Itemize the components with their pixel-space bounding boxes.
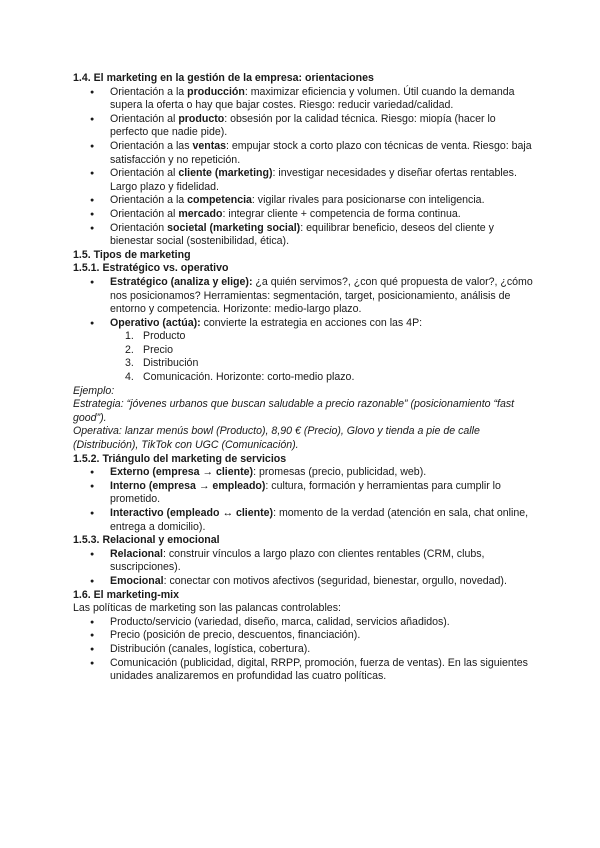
- marketing-mix-list: [73, 616, 533, 684]
- list-item: ● Precio (posición de precio, descuentos, financiación).: [73, 629, 533, 643]
- list-item: ● Orientación a las ventas: empujar stock a corto plazo con técnicas de venta. Riesgo: baja satisfacción y no repetición.: [73, 140, 533, 167]
- list-item: ● Interno (empresa → empleado): cultura, formación y herramientas para cumplir lo prometido.: [73, 480, 533, 507]
- document-page: [73, 72, 533, 684]
- section-1-4-title: 1.4. El marketing en la gestión de la empresa: orientaciones: [73, 72, 374, 84]
- list-item: ● Orientación a la competencia: vigilar rivales para posicionarse con inteligencia.: [73, 194, 533, 208]
- example-operative: Operativa: lanzar menús bowl (Producto), 8,90 € (Precio), Glovo y tienda a pie de calle (Distribución), TikTok con UGC (Comunicación).: [73, 425, 480, 452]
- example-strategy: Estrategia: “jóvenes urbanos que buscan saludable a precio razonable” (posicionamiento “fast good”).: [73, 398, 515, 424]
- list-item: ● Emocional: conectar con motivos afectivos (seguridad, bienestar, orgullo, novedad).: [73, 575, 533, 589]
- four-p-list: [73, 330, 533, 384]
- numbered-item: 1. Producto: [125, 330, 186, 343]
- list-item: ● Estratégico (analiza y elige): ¿a quién servimos?, ¿con qué propuesta de valor?, ¿cómo nos posicionamos? Herramientas: segmentación, target, posicionamiento, análisis de entorno y competencia. Horizonte: medio-largo plazo.: [73, 276, 533, 317]
- list-item: ● Interactivo (empleado ↔ cliente): momento de la verdad (atención en sala, chat online, entrega a domicilio).: [73, 507, 533, 534]
- list-item: ● Distribución (canales, logística, cobertura).: [73, 643, 533, 657]
- numbered-item: 3. Distribución: [125, 357, 199, 370]
- numbered-item: 4. Comunicación. Horizonte: corto-medio plazo.: [125, 371, 355, 384]
- section-1-5-1-title: 1.5.1. Estratégico vs. operativo: [73, 262, 229, 275]
- list-item: ● Orientación al mercado: integrar cliente + competencia de forma continua.: [73, 208, 533, 222]
- section-1-6-title: 1.6. El marketing-mix: [73, 588, 179, 601]
- relational-emotional-list: [73, 548, 533, 589]
- list-item: ● Externo (empresa → cliente): promesas (precio, publicidad, web).: [73, 466, 533, 480]
- strategic-operative-list: [73, 276, 533, 330]
- list-item: ● Orientación a la producción: maximizar eficiencia y volumen. Útil cuando la demanda supera la oferta o hay que bajar costes. Riesgo: reducir variedad/calidad.: [73, 86, 533, 113]
- list-item: ● Orientación al cliente (marketing): investigar necesidades y diseñar ofertas rentables. Largo plazo y fidelidad.: [73, 167, 533, 194]
- list-item: ● Operativo (actúa): convierte la estrategia en acciones con las 4P:: [73, 317, 533, 331]
- list-item: ● Orientación societal (marketing social): equilibrar beneficio, deseos del cliente y bienestar social (sostenibilidad, ética).: [73, 222, 533, 249]
- list-item: ● Producto/servicio (variedad, diseño, marca, calidad, servicios añadidos).: [73, 616, 533, 630]
- section-1-5-3-title: 1.5.3. Relacional y emocional: [73, 534, 220, 547]
- numbered-item: 2. Precio: [125, 343, 174, 356]
- list-item: ● Orientación al producto: obsesión por la calidad técnica. Riesgo: miopía (hacer lo perfecto que nadie pide).: [73, 113, 533, 140]
- services-triangle-list: [73, 466, 533, 534]
- section-1-5-2-title: 1.5.2. Triángulo del marketing de servicios: [73, 452, 287, 465]
- section-1-5-title: 1.5. Tipos de marketing: [73, 248, 191, 261]
- orientations-list: [73, 86, 533, 249]
- list-item: ● Comunicación (publicidad, digital, RRPP, promoción, fuerza de ventas). En las siguientes unidades analizaremos en profundidad las cuatro políticas.: [73, 657, 533, 684]
- list-item: ● Relacional: construir vínculos a largo plazo con clientes rentables (CRM, clubs, suscripciones).: [73, 548, 533, 575]
- marketing-mix-intro: Las políticas de marketing son las palancas controlables:: [73, 602, 341, 615]
- example-label: Ejemplo:: [73, 384, 115, 397]
